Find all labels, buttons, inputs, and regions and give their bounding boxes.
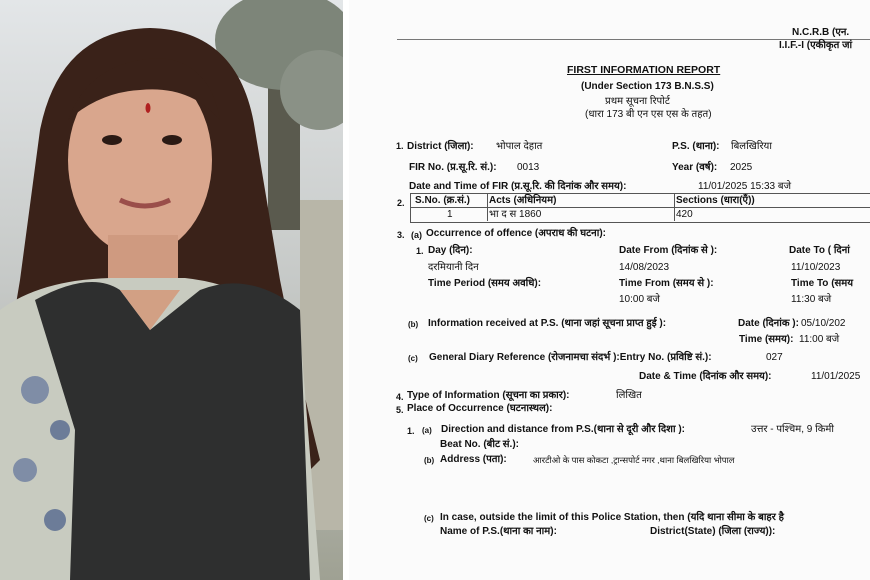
year-value: 2025 xyxy=(730,162,753,173)
ncrb-label: N.C.R.B (एन. xyxy=(792,27,850,38)
address-label: Address (पता): xyxy=(440,454,507,465)
ps-value: बिलखिरिया xyxy=(731,141,772,152)
info-type-value: लिखित xyxy=(616,390,642,401)
time-to-value: 11:30 बजे xyxy=(791,294,832,305)
date-from-value: 14/08/2023 xyxy=(619,262,670,273)
report-hindi-subtitle: (धारा 173 बी एन एस एस के तहत) xyxy=(585,109,712,120)
year-label: Year (वर्ष): xyxy=(672,162,718,173)
item-3c-label: (c) xyxy=(408,354,418,363)
item-5a-label: (a) xyxy=(422,426,432,435)
fir-document xyxy=(349,0,870,580)
beat-no-label: Beat No. (बीट सं.): xyxy=(440,439,519,450)
item-5c-label: (c) xyxy=(424,514,434,523)
day-number: 1. xyxy=(416,246,424,256)
acts-table xyxy=(410,193,870,223)
time-from-value: 10:00 बजे xyxy=(619,294,660,305)
place-sub-number: 1. xyxy=(407,426,415,436)
info-received-label: Information received at P.S. (थाना जहां सूचना प्राप्त हुई ): xyxy=(428,318,667,329)
portrait-illustration xyxy=(0,0,343,580)
table-row-act: भा द स 1860 xyxy=(489,209,542,220)
fir-no-value: 0013 xyxy=(517,162,540,173)
time-period-label: Time Period (समय अवधि): xyxy=(428,278,542,289)
time-to-label: Time To (समय xyxy=(791,278,854,289)
info-received-time-label: Time (समय): xyxy=(739,334,794,345)
ps-label: P.S. (थाना): xyxy=(672,141,720,152)
table-row-sno: 1 xyxy=(447,209,453,220)
report-hindi-title: प्रथम सूचना रिपोर्ट xyxy=(605,96,670,107)
item-3a-label: (a) xyxy=(411,230,422,240)
item-4-number: 4. xyxy=(396,392,404,402)
address-value: आरटीओ के पास कोकटा ,ट्रान्सपोर्ट नगर ,थाना बिलखिरिया भोपाल xyxy=(533,455,735,465)
report-subtitle: (Under Section 173 B.N.S.S) xyxy=(581,81,714,92)
gd-entry-value: 027 xyxy=(766,352,783,363)
item-1-number: 1. xyxy=(396,141,404,151)
direction-label: Direction and distance from P.S.(थाना से दूरी और दिशा ): xyxy=(441,424,685,435)
outside-limit-label: In case, outside the limit of this Police Station, then (यदि थाना सीमा के बाहर है xyxy=(440,512,784,523)
col-sections-header: Sections (धारा(एँ)) xyxy=(676,195,755,206)
gd-reference-label: General Diary Reference (रोजनामचा संदर्भ ):Entry No. (प्रविष्टि सं.): xyxy=(429,352,712,363)
item-5-number: 5. xyxy=(396,405,404,415)
item-2-number: 2. xyxy=(397,198,405,208)
gd-datetime-label: Date & Time (दिनांक और समय): xyxy=(639,371,772,382)
col-acts-header: Acts (अधिनियम) xyxy=(489,195,557,206)
date-from-label: Date From (दिनांक से ): xyxy=(619,245,718,256)
fir-no-label: FIR No. (प्र.सू.रि. सं.): xyxy=(409,162,497,173)
day-label: Day (दिन): xyxy=(428,245,473,256)
gd-datetime-value: 11/01/2025 xyxy=(811,371,861,382)
place-label: Place of Occurrence (घटनास्थल): xyxy=(407,403,553,414)
jacket xyxy=(35,282,310,580)
item-5b-label: (b) xyxy=(424,456,435,465)
item-3-number: 3. xyxy=(397,230,405,240)
info-received-date-label: Date (दिनांक ): xyxy=(738,318,799,329)
other-ps-name-label: Name of P.S.(थाना का नाम): xyxy=(440,526,557,537)
date-to-label: Date To ( दिनां xyxy=(789,245,850,256)
table-row-section: 420 xyxy=(676,209,693,220)
other-district-label: District(State) (जिला (राज्य)): xyxy=(650,526,776,537)
district-label: District (जिला): xyxy=(407,141,474,152)
time-from-label: Time From (समय से ): xyxy=(619,278,714,289)
report-title: FIRST INFORMATION REPORT xyxy=(567,64,721,76)
person-photo xyxy=(0,0,343,580)
info-received-time-value: 11:00 बजे xyxy=(799,334,840,345)
fir-datetime-label: Date and Time of FIR (प्र.सू.रि. की दिनांक और समय): xyxy=(409,181,627,192)
day-value: दरमियानी दिन xyxy=(428,262,479,273)
district-value: भोपाल देहात xyxy=(496,141,543,152)
info-type-label: Type of Information (सूचना का प्रकार): xyxy=(407,390,570,401)
direction-value: उत्तर - पश्चिम, 9 किमी xyxy=(751,424,834,435)
occurrence-title: Occurrence of offence (अपराध की घटना): xyxy=(426,228,606,239)
info-received-date-value: 05/10/202 xyxy=(801,318,846,329)
fir-datetime-value: 11/01/2025 15:33 बजे xyxy=(698,181,792,192)
col-sno-header: S.No. (क्र.सं.) xyxy=(415,195,470,206)
item-3b-label: (b) xyxy=(408,320,419,329)
date-to-value: 11/10/2023 xyxy=(791,262,841,273)
iif-label: I.I.F.-I (एकीकृत जां xyxy=(779,40,853,51)
